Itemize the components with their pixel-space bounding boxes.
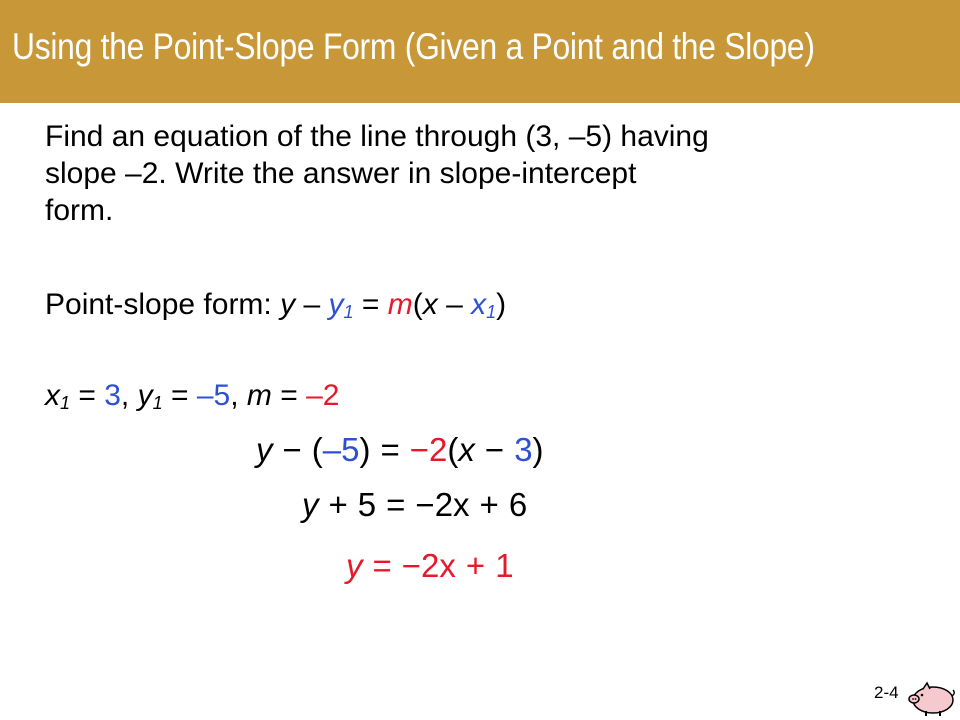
slope-term: −2x	[401, 547, 456, 584]
var-y: y	[346, 547, 363, 584]
var-x1: $x_1$	[45, 379, 71, 413]
m-value: −2	[409, 431, 448, 468]
equals-sign: =	[170, 379, 189, 412]
var-y: y	[280, 288, 296, 321]
y-intercept: 1	[495, 547, 514, 584]
equals-sign: =	[78, 379, 96, 412]
y1-value: –5	[322, 431, 360, 468]
var-y: y	[256, 431, 273, 468]
equals-sign: =	[372, 547, 392, 584]
open-paren: (	[412, 288, 423, 321]
var-m: m	[387, 288, 413, 321]
plus-sign: +	[465, 547, 486, 584]
constant: 5	[357, 486, 377, 523]
var-m: m	[246, 379, 272, 412]
problem-statement	[45, 118, 709, 229]
equals-sign: =	[386, 486, 406, 523]
var-x1: $x_1$	[471, 288, 497, 322]
var-x: x	[458, 431, 475, 468]
equals-sign: =	[361, 288, 380, 321]
close-paren: )	[359, 431, 371, 468]
minus-sign: −	[484, 431, 505, 468]
open-paren: (	[447, 431, 459, 468]
open-paren: (	[311, 431, 323, 468]
problem-line-1: Find an equation of the line through (3, –5) having	[45, 120, 709, 153]
problem-line-2: slope –2. Write the answer in slope-intercept	[45, 157, 637, 190]
equation-step-1	[256, 431, 544, 469]
comma: ,	[230, 379, 239, 412]
var-y1: $y_1$	[137, 379, 163, 413]
y1-value: –5	[196, 379, 231, 412]
final-answer	[346, 547, 514, 585]
plus-sign: +	[479, 486, 499, 523]
close-paren: )	[532, 431, 544, 468]
slide-title: Using the Point-Slope Form (Given a Point and the Slope)	[12, 26, 815, 67]
var-y: y	[302, 486, 319, 523]
plus-sign: +	[328, 486, 348, 523]
point-slope-label: Point-slope form:	[45, 288, 272, 321]
given-values-line	[45, 377, 340, 414]
close-paren: )	[496, 288, 507, 321]
title-bar	[0, 0, 960, 103]
var-y1: $y_1$	[328, 288, 354, 322]
pig-icon	[906, 680, 956, 718]
x1-value: 3	[104, 379, 121, 412]
minus-sign: –	[303, 288, 321, 321]
x1-value: 3	[514, 431, 533, 468]
minus-sign: −	[282, 431, 302, 468]
equals-sign: =	[380, 431, 400, 468]
equals-sign: =	[280, 379, 298, 412]
comma: ,	[120, 379, 130, 412]
slope-term: −2x	[415, 486, 470, 523]
point-slope-form-line	[45, 286, 506, 323]
problem-line-3: form.	[45, 194, 114, 227]
minus-sign: –	[446, 288, 463, 321]
constant: 6	[508, 486, 528, 523]
m-value: –2	[306, 379, 340, 412]
slide-number: 2-4	[874, 683, 899, 702]
equation-step-2	[302, 486, 527, 524]
var-x: x	[422, 288, 438, 321]
